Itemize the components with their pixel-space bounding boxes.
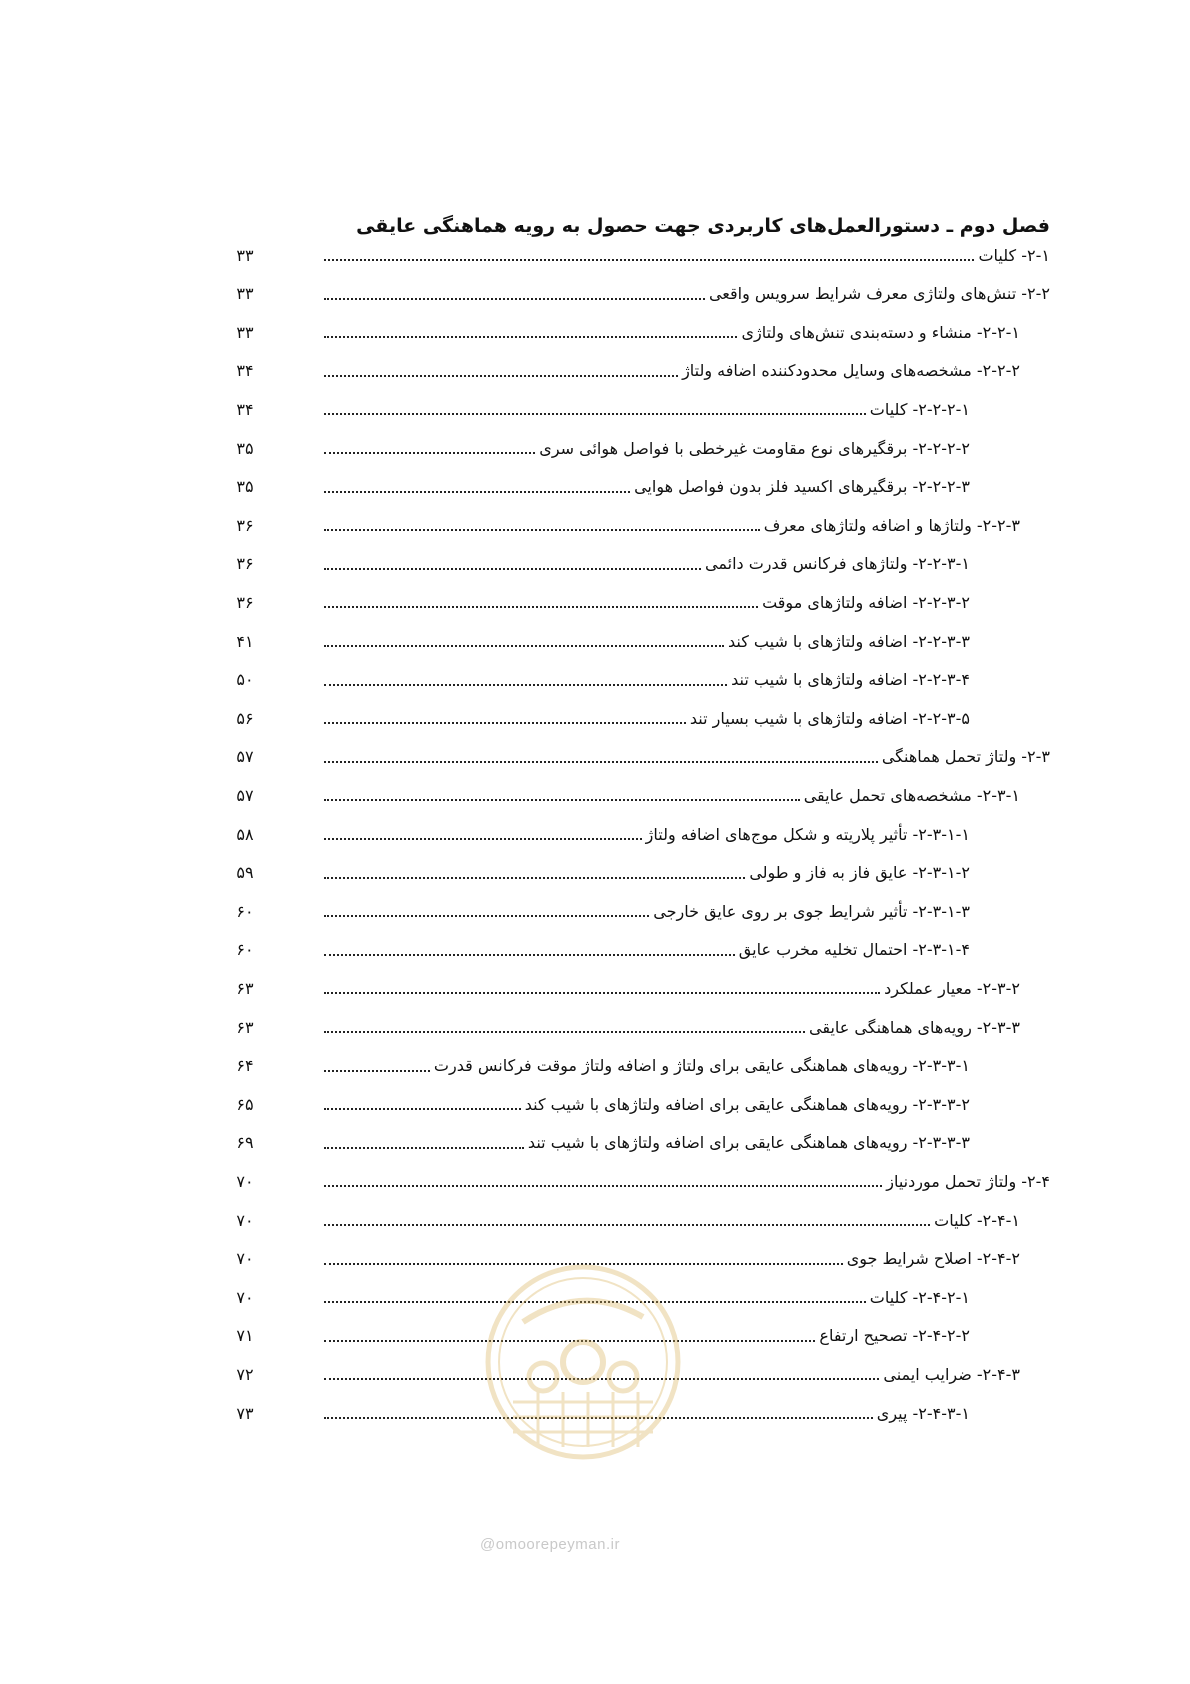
toc-entry-title: ۲-۴-۱- کلیات — [934, 1210, 1020, 1230]
dot-leader — [324, 877, 745, 879]
toc-entry-page: ۵۰ — [236, 670, 254, 690]
toc-entry-page: ۳۶ — [236, 515, 254, 535]
toc-entry-page: ۳۶ — [236, 554, 254, 574]
dot-leader — [324, 529, 760, 531]
toc-entry — [230, 627, 970, 655]
toc-entry-title: ۲-۲-۲- مشخصه‌های وسایل محدودکننده اضافه ولتاژ — [682, 361, 1020, 381]
toc-entry-title: ۲-۳-۳-۱- رویه‌های هماهنگی عایقی برای ولتاژ و اضافه ولتاژ موقت فرکانس قدرت — [433, 1056, 970, 1076]
dot-leader — [324, 491, 630, 493]
toc-entry-page: ۳۳ — [236, 322, 254, 342]
toc-entry-title: ۲-۴-۳- ضرایب ایمنی — [883, 1364, 1020, 1384]
watermark-url: @omoorepeyman.ir — [480, 1536, 620, 1553]
toc-entry-title: ۲-۳-۱- مشخصه‌های تحمل عایقی — [803, 785, 1020, 805]
dot-leader — [324, 336, 737, 338]
toc-entry-page: ۶۳ — [236, 978, 254, 998]
dot-leader — [324, 722, 686, 724]
toc-entry — [230, 897, 970, 925]
dot-leader — [324, 799, 800, 801]
dot-leader — [324, 298, 705, 300]
toc-entry-page: ۳۴ — [236, 399, 254, 419]
toc-entry — [230, 473, 970, 501]
toc-entry-page: ۵۶ — [236, 708, 254, 728]
toc-entry-page: ۶۵ — [236, 1094, 254, 1114]
toc-entry-page: ۳۶ — [236, 592, 254, 612]
dot-leader — [324, 452, 535, 454]
toc-entry — [230, 395, 970, 423]
toc-entry — [230, 1090, 970, 1118]
toc-entry-title: ۲-۳-۱-۱- تأثیر پلاریته و شکل موج‌های اضافه ولتاژ — [645, 824, 970, 844]
toc-entry-title: ۲-۲-۳-۴- اضافه ولتاژهای با شیب تند — [731, 670, 970, 690]
toc-entry-page: ۵۷ — [236, 747, 254, 767]
toc-entry-title: ۲-۳-۳-۳- رویه‌های هماهنگی عایقی برای اضافه ولتاژهای با شیب تند — [527, 1133, 970, 1153]
dot-leader — [324, 992, 880, 994]
toc-entry — [230, 1052, 970, 1080]
toc-entry-title: ۲-۲-۳- ولتاژها و اضافه ولتاژهای معرف — [763, 515, 1020, 535]
toc-entry-page: ۷۰ — [236, 1249, 254, 1269]
toc-entry-page: ۷۲ — [236, 1364, 254, 1384]
toc-entry-page: ۶۰ — [236, 901, 254, 921]
toc-entry-page: ۳۵ — [236, 477, 254, 497]
toc-entry-title: ۲-۲-۳-۱- ولتاژهای فرکانس قدرت دائمی — [705, 554, 970, 574]
dot-leader — [324, 1185, 882, 1187]
toc-entry-title: ۲-۳-۱-۳- تأثیر شرایط جوی بر روی عایق خارجی — [653, 901, 970, 921]
toc-entry-title: ۲-۴- ولتاژ تحمل موردنیاز — [886, 1171, 1050, 1191]
toc-entry-title: ۲-۲- تنش‌های ولتاژی معرف شرایط سرویس واقعی — [708, 284, 1050, 304]
toc-entry — [230, 666, 970, 694]
toc-entry — [230, 318, 1020, 346]
toc-entry-page: ۵۸ — [236, 824, 254, 844]
toc-entry — [230, 550, 970, 578]
dot-leader — [324, 645, 724, 647]
dot-leader — [324, 684, 727, 686]
dot-leader — [324, 606, 758, 608]
chapter-heading: فصل دوم ـ دستورالعمل‌های کاربردی جهت حصول به رویه هماهنگی عایقی — [356, 215, 1050, 237]
toc-entry — [230, 1013, 1020, 1041]
dot-leader — [324, 413, 866, 415]
dot-leader — [324, 915, 649, 917]
toc-entry — [230, 1129, 970, 1157]
toc-entry-title: ۲-۴-۳-۱- پیری — [876, 1403, 970, 1423]
toc-entry-title: ۲-۳-۱-۲- عایق فاز به فاز و طولی — [749, 863, 970, 883]
toc-entry — [230, 1206, 1020, 1234]
dot-leader — [324, 838, 642, 840]
dot-leader — [324, 1070, 430, 1072]
toc-entry-title: ۲-۳- ولتاژ تحمل هماهنگی — [881, 747, 1050, 767]
toc-entry — [230, 241, 1050, 269]
toc-entry-title: ۲-۲-۲-۳- برقگیرهای اکسید فلز بدون فواصل هوایی — [634, 477, 970, 497]
toc-entry-title: ۲-۲-۲-۱- کلیات — [869, 399, 970, 419]
toc-entry-page: ۶۳ — [236, 1017, 254, 1037]
dot-leader — [324, 1147, 524, 1149]
toc-entry-title: ۲-۳-۲- معیار عملکرد — [884, 978, 1020, 998]
toc-entry — [230, 820, 970, 848]
toc-entry — [230, 859, 970, 887]
dot-leader — [324, 568, 701, 570]
toc-entry — [230, 974, 1020, 1002]
dot-leader — [324, 259, 974, 261]
dot-leader — [324, 954, 735, 956]
dot-leader — [324, 1031, 805, 1033]
toc-entry — [230, 743, 1050, 771]
dot-leader — [324, 375, 678, 377]
toc-entry-title: ۲-۴-۲-۱- کلیات — [869, 1287, 970, 1307]
toc-entry — [230, 280, 1050, 308]
toc-entry-title: ۲-۲-۱- منشاء و دسته‌بندی تنش‌های ولتاژی — [741, 322, 1020, 342]
toc-entry — [230, 1167, 1050, 1195]
toc-entry-page: ۷۱ — [236, 1326, 254, 1346]
toc-entry-page: ۶۴ — [236, 1056, 254, 1076]
toc-entry-page: ۷۰ — [236, 1171, 254, 1191]
toc-entry-page: ۵۹ — [236, 863, 254, 883]
toc-entry-page: ۷۰ — [236, 1210, 254, 1230]
toc-entry-page: ۵۷ — [236, 785, 254, 805]
toc-entry-title: ۲-۲-۳-۳- اضافه ولتاژهای با شیب کند — [727, 631, 970, 651]
toc-entry-title: ۲-۲-۳-۵- اضافه ولتاژهای با شیب بسیار تند — [689, 708, 970, 728]
toc-entry-title: ۲-۳-۱-۴- احتمال تخلیه مخرب عایق — [738, 940, 970, 960]
toc-entry-page: ۶۰ — [236, 940, 254, 960]
toc-entry-page: ۳۳ — [236, 245, 254, 265]
dot-leader — [324, 761, 878, 763]
dot-leader — [324, 1224, 930, 1226]
toc-entry-title: ۲-۲-۳-۲- اضافه ولتاژهای موقت — [762, 592, 970, 612]
watermark-logo — [483, 1262, 683, 1462]
toc-entry-title: ۲-۳-۳-۲- رویه‌های هماهنگی عایقی برای اضافه ولتاژهای با شیب کند — [524, 1094, 970, 1114]
toc-entry — [230, 588, 970, 616]
toc-entry-page: ۶۹ — [236, 1133, 254, 1153]
toc-entry-page: ۴۱ — [236, 631, 254, 651]
toc-entry — [230, 511, 1020, 539]
toc-entry-page: ۳۴ — [236, 361, 254, 381]
toc-entry-title: ۲-۴-۲- اصلاح شرایط جوی — [846, 1249, 1020, 1269]
toc-entry — [230, 936, 970, 964]
dot-leader — [324, 1108, 521, 1110]
toc-entry-page: ۳۵ — [236, 438, 254, 458]
toc-entry — [230, 704, 970, 732]
toc-entry — [230, 434, 970, 462]
toc-entry-title: ۲-۴-۲-۲- تصحیح ارتفاع — [819, 1326, 970, 1346]
toc-entry-page: ۷۳ — [236, 1403, 254, 1423]
toc-entry-title: ۲-۱- کلیات — [978, 245, 1050, 265]
toc-entry-page: ۳۳ — [236, 284, 254, 304]
toc-entry — [230, 781, 1020, 809]
toc-entry-title: ۲-۲-۲-۲- برقگیرهای نوع مقاومت غیرخطی با فواصل هوائی سری — [539, 438, 970, 458]
toc-entry-page: ۷۰ — [236, 1287, 254, 1307]
toc-entry — [230, 357, 1020, 385]
toc-entry-title: ۲-۳-۳- رویه‌های هماهنگی عایقی — [809, 1017, 1020, 1037]
